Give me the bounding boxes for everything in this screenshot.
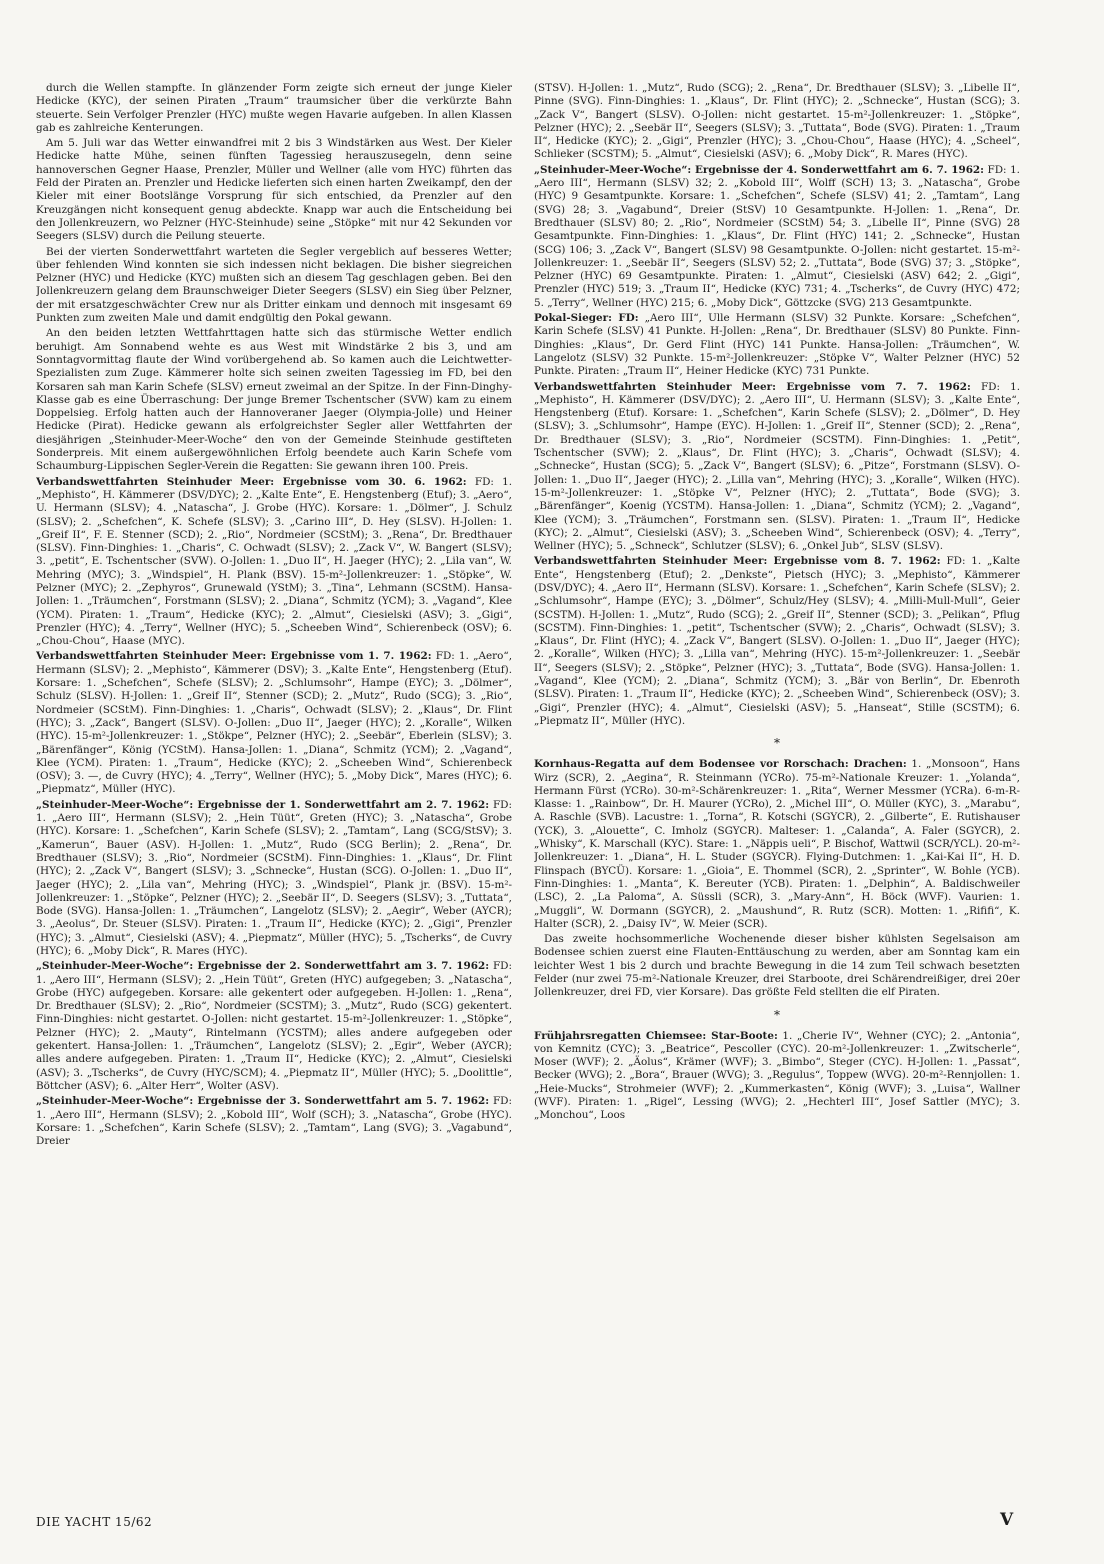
article-paragraph: Am 5. Juli war das Wetter einwandfrei mit 2 bis 3 Windstärken aus West. Der Kieler Hedicke hatte Mühe, seinen fünften Tagessieg herauszusegeln, denn seine hannoverschen Gegner Haase, Prenzler, Müller und Wellner (alle vom HYC) führten das Feld der Piraten an. Prenzler und Hedicke lieferten sich einen harten Zweikampf, den der Kieler mit einer Bootslänge Vorsprung für sich entschied, da Prenzler auf den Kreuzgängen nicht konsequent genug abdeckte. Knapp war auch die Entscheidung bei den Jollenkreuzern, wo Pelzner (HYC-Steinhude) seine „Stöpke“ mit nur 42 Sekunden vor Seegers (SLSV) durch die Peilung steuerte. xyxy=(36,137,512,243)
results-text: FD: 1. „Kalte Ente“, Hengstenberg (Etuf); 2. „Denkste“, Pietsch (HYC); 3. „Mephisto“, Kämmerer (DSV/DYC); 4. „Aero II“, Hermann (SLSV). Korsare: 1. „Schefchen“, Karin Schefe (SLSV); 2. „Schlumsohr“, Hampe (EYC); 3. „Dölmer“, Schulz/Hey (SLSV); 4. „Milli-Mull-Mull“, Geier (SCSTM). H-Jollen: 1. „Mutz“, Rudo (SCG); 2. „Greif II“, Stenner (SCD); 3. „Pelikan“, Pflug (SCSTM). Finn-Dinghies: 1. „petit“, Tschentscher (SVW); 2. „Charis“, Ochwadt (SLSV); 3. „Klaus“, Dr. Flint (HYC); 4. „Zack V“, Bangert (SLSV). O-Jollen: 1. „Duo II“, Jaeger (HYC); 2. „Koralle“, Wilken (HYC); 3. „Lilla van“, Mehring (HYC). 15-m²-Jollenkreuzer: 1. „Seebär II“, Seegers (SLSV); 2. „Stöpke“, Pelzner (HYC); 3. „Tuttata“, Bode (SVG). Hansa-Jollen: 1. „Vagand“, Klee (YCM); 2. „Diana“, Schmitz (YCM); 3. „Bär von Berlin“, Dr. Ebenroth (SLSV). Piraten: 1. „Traum II“, Hedicke (KYC); 2. „Scheeben Wind“, Schierenbeck (OSV); 3. „Gigi“, Prenzler (HYC); 4. „Almut“, Ciesielski (ASV); 5. „Hanseat“, Stille (SCSTM); 6. „Piepmatz II“, Müller (HYC). xyxy=(534,555,1020,727)
results-heading: Kornhaus-Regatta auf dem Bodensee vor Rorschach: Drachen: xyxy=(534,758,907,771)
results-heading: Verbandswettfahrten Steinhuder Meer: Ergebnisse vom 30. 6. 1962: xyxy=(36,475,467,488)
results-heading: „Steinhuder-Meer-Woche“: Ergebnisse der 2. Sonderwettfahrt am 3. 7. 1962: xyxy=(36,960,490,973)
results-heading: „Steinhuder-Meer-Woche“: Ergebnisse der 1. Sonderwettfahrt am 2. 7. 1962: xyxy=(36,798,490,811)
results-heading: „Steinhuder-Meer-Woche“: Ergebnisse der 4. Sonderwettfahrt am 6. 7. 1962: xyxy=(534,163,984,176)
results-text: 1. „Cherie IV“, Wehner (CYC); 2. „Antonia“, von Kemnitz (CYC); 3. „Beatrice“, Pescoller (CYC). 20-m²-Jollenkreuzer: 1. „Zwitscherle“, Moser (WVF); 2. „Äolus“, Krämer (WVF); 3. „Bimbo“, Steger (CYC). H-Jollen: 1. „Passat“, Becker (WVG); 2. „Bora“, Brauer (WVG); 3. „Regulus“, Toppew (WVG). 20-m²-Rennjollen: 1. „Heie-Mucks“, Strohmeier (WVF); 2. „Kummerkasten“, König (WVF); 3. „Luisa“, Wallner (WVF). Piraten: 1. „Rigel“, Lessing (WVG); 2. „Hechterl III“, Josef Sattler (MYC); 3. „Monchou“, Loos xyxy=(534,1029,1020,1122)
results-heading: Frühjahrsregatten Chiemsee: Star-Boote: xyxy=(534,1029,778,1042)
results-block xyxy=(534,164,1020,310)
article-paragraph: Das zweite hochsommerliche Wochenende dieser bisher kühlsten Segelsaison am Bodensee schien zuerst eine Flauten-Enttäuschung zu werden, aber am Sonntag kam ein leichter West 1 bis 2 durch und brachte Bewegung in die 14 zum Teil schwach besetzten Felder (nur zwei 75-m²-Nationale Kreuzer, drei Starboote, drei Schärendreißiger, drei 20er Jollenkreuzer, drei FD, vier Korsare). Das größte Feld stellten die elf Piraten. xyxy=(534,933,1020,999)
results-block xyxy=(36,650,512,796)
results-block xyxy=(36,799,512,959)
results-block xyxy=(534,555,1020,728)
right-column xyxy=(534,82,1020,1502)
article-paragraph: durch die Wellen stampfte. In glänzender Form zeigte sich erneut der junge Kieler Hedicke (KYC), der seinen Piraten „Traum“ traumsicher über die verkürzte Bahn steuerte. Sein Verfolger Prenzler (HYC) mußte wegen Havarie aufgeben. In allen Klassen gab es zahlreiche Kenterungen. xyxy=(36,82,512,134)
results-block xyxy=(534,82,1020,162)
results-heading: Verbandswettfahrten Steinhuder Meer: Ergebnisse vom 1. 7. 1962: xyxy=(36,650,432,663)
results-heading: Verbandswettfahrten Steinhuder Meer: Ergebnisse vom 8. 7. 1962: xyxy=(534,555,941,568)
left-column xyxy=(36,82,512,1502)
section-separator: * xyxy=(774,736,780,751)
article-paragraph: An den beiden letzten Wettfahrttagen hatte sich das stürmische Wetter endlich beruhigt. Am Sonnabend wehte es aus West mit Windstärke 2 bis 3, und am Sonntagvormittag flaute der Wind vorübergehend ab. So kamen auch die Leichtwetter-Spezialisten zum Zuge. Kämmerer holte sich seinen zweiten Tagessieg im FD, bei den Korsaren sah man Karin Schefe (SLSV) erneut zweimal an der Spitze. In der Finn-Dinghy-Klasse gab es eine Überraschung: Der junge Bremer Tschentscher (SVW) kam zu einem Doppelsieg. Erfolg hatten auch der Hannoveraner Jaeger (Olympia-Jolle) und Heiner Hedicke (Pirat). Hedicke gewann als erfolgreichster Segler aller Wettfahrten der diesjährigen „Steinhuder-Meer-Woche“ den von der Gemeinde Steinhude gestifteten Sonderpreis. Mit einem außergewöhnlichen Erfolg beendete auch Karin Schefe vom Schaumburg-Lippischen Segler-Verein die Regatten: Sie gewann ihren 100. Preis. xyxy=(36,327,512,473)
results-block xyxy=(534,312,1020,378)
results-heading: „Steinhuder-Meer-Woche“: Ergebnisse der 3. Sonderwettfahrt am 5. 7. 1962: xyxy=(36,1095,490,1108)
magazine-footer: DIE YACHT 15/62 xyxy=(36,1515,153,1529)
results-block xyxy=(36,1095,512,1148)
results-block xyxy=(36,960,512,1093)
results-text: FD: 1. „Aero“, Hermann (SLSV); 2. „Mephisto“, Kämmerer (DSV); 3. „Kalte Ente“, Hengstenberg (Etuf). Korsare: 1. „Schefchen“, Schefe (SLSV); 2. „Schlumsohr“, Hampe (EYC); 3. „Dölmer“, Schulz (SLSV). H-Jollen: 1. „Greif II“, Stenner (SCD); 2. „Mutz“, Rudo (SCG); 3. „Rio“, Nordmeier (SCStM). Finn-Dinghies: 1. „Charis“, Ochwadt (SLSV); 2. „Klaus“, Dr. Flint (HYC); 3. „Zack“, Bangert (SLSV). O-Jollen: „Duo II“, Jaeger (HYC); 2. „Koralle“, Wilken (HYC). 15-m²-Jollenkreuzer: 1. „Stökpe“, Pelzner (HYC); 2. „Seebär“, Eberlein (SLSV); 3. „Bärenfänger“, König (YCStM). Hansa-Jollen: 1. „Diana“, Schmitz (YCM); 2. „Vagand“, Klee (YCM). Piraten: 1. „Traum“, Hedicke (KYC); 2. „Scheeben Wind“, Schierenbeck (OSV); 3. —, de Cuvry (HYC); 4. „Terry“, Wellner (HYC); 5. „Moby Dick“, Mares (HYC); 6. „Piepmatz“, Müller (HYC). xyxy=(36,650,512,796)
results-block xyxy=(534,758,1020,931)
results-block xyxy=(534,381,1020,554)
results-text: (STSV). H-Jollen: 1. „Mutz“, Rudo (SCG); 2. „Rena“, Dr. Bredthauer (SLSV); 3. „Libelle II“, Pinne (SVG). Finn-Dinghies: 1. „Klaus“, Dr. Flint (HYC); 2. „Schnecke“, Hustan (SCG); 3. „Zack V“, Bangert (SLSV). O-Jollen: nicht gestartet. 15-m²-Jollenkreuzer: 1. „Stöpke“, Pelzner (HYC); 2. „Seebär II“, Seegers (SLSV); 3. „Tuttata“, Bode (SVG). Piraten: 1. „Traum II“, Hedicke (KYC); 2. „Gigi“, Prenzler (HYC); 3. „Chou-Chou“, Haase (HYC); 4. „Scheel“, Schlieker (SCSTM); 5. „Almut“, Ciesielski (ASV); 6. „Moby Dick“, R. Mares (HYC). xyxy=(534,82,1020,161)
results-block xyxy=(36,476,512,649)
results-text: FD: 1. „Mephisto“, H. Kämmerer (DSV/DYC); 2. „Kalte Ente“, E. Hengstenberg (Etuf); 3. „Aero“, U. Hermann (SLSV); 4. „Natascha“, J. Grobe (HYC). Korsare: 1. „Dölmer“, J. Schulz (SLSV); 2. „Schefchen“, K. Schefe (SLSV); 3. „Carino III“, D. Hey (SLSV). H-Jollen: 1. „Greif II“, F. E. Stenner (SCD); 2. „Rio“, Nordmeier (SCStM); 3. „Rena“, Dr. Bredthauer (SLSV). Finn-Dinghies: 1. „Charis“, C. Ochwadt (SLSV); 2. „Zack V“, W. Bangert (SLSV); 3. „petit“, E. Tschentscher (SVW). O-Jollen: 1. „Duo II“, H. Jaeger (HYC); 2. „Lila van“, W. Mehring (MYC); 3. „Windspiel“, H. Plank (BSV). 15-m²-Jollenkreuzer: 1. „Stöpke“, W. Pelzner (MYC); 2. „Zephyros“, Grunewald (YStM); 3. „Tina“, Lehmann (SCStM). Hansa-Jollen: 1. „Träumchen“, Forstmann (SLSV); 2. „Diana“, Schmitz (YCM); 3. „Vagand“, Klee (YCM). Piraten: 1. „Traum“, Hedicke (KYC); 2. „Almut“, Ciesielski (ASV); 3. „Gigi“, Prenzler (HYC); 4. „Terry“, Wellner (HYC); 5. „Scheeben Wind“, Schierenbeck (OSV); 6. „Chou-Chou“, Haase (MYC). xyxy=(36,475,512,648)
results-text: 1. „Monsoon“, Hans Wirz (SCR), 2. „Aegina“, R. Steinmann (YCRo). 75-m²-Nationale Kreuzer: 1. „Yolanda“, Hermann Fürst (YCRo). 30-m²-Schärenkreuzer: 1. „Rita“, Werner Messmer (YCRa). 6-m-R-Klasse: 1. „Rainbow“, Dr. H. Maurer (YCRo), 2. „Michel III“, O. Müller (KYC), 3. „Marabu“, A. Raschle (SVB). Lacustre: 1. „Torna“, R. Kotschi (SGYCR), 2. „Gilberte“, E. Rutishauser (YCK), 3. „Alouette“, C. Imholz (SGYCR). Malteser: 1. „Calanda“, A. Faler (SGYCR), 2. „Whisky“, K. Marschall (KYC). Stare: 1. „Näppis ueli“, P. Bischof, Wattwil (SCR/YCL). 20-m²-Jollenkreuzer: 1. „Diana“, H. L. Studer (SGYCR). Flying-Dutchmen: 1. „Kai-Kai II“, H. D. Flinspach (BYCÜ). Korsare: 1. „Gioia“, E. Thommel (SCR), 2. „Sprinter“, W. Bohle (YCB). Finn-Dinghies: 1. „Manta“, K. Bereuter (YCB). Piraten: 1. „Delphin“, A. Baldischweiler (LSC), 2. „La Paloma“, A. Süssli (SCR), 3. „Mary-Ann“, H. Böck (WVF). Vaurien: 1. „Muggli“, W. Dormann (SGYCR), 2. „Maushund“, R. Rutz (SCR). Motten: 1. „Rififi“, K. Halter (SCR), 2. „Daisy IV“, W. Meier (SCR). xyxy=(534,758,1020,930)
section-separator: * xyxy=(774,1007,780,1022)
results-text: „Aero III“, Ulle Hermann (SLSV) 32 Punkte. Korsare: „Schefchen“, Karin Schefe (SLSV) 41 Punkte. H-Jollen: „Rena“, Dr. Bredthauer (SLSV) 80 Punkte. Finn-Dinghies: „Klaus“, Dr. Gerd Flint (HYC) 141 Punkte. Hansa-Jollen: „Träumchen“, W. Langelotz (SLSV) 32 Punkte. 15-m²-Jollenkreuzer: „Stöpke V“, Walter Pelzner (HYC) 52 Punkte. Piraten: „Traum II“, Heiner Hedicke (KYC) 731 Punkte. xyxy=(534,312,1020,378)
results-text: FD: 1. „Aero III“, Hermann (SLSV) 32; 2. „Kobold III“, Wolff (SCH) 13; 3. „Natascha“, Grobe (HYC) 9 Gesamtpunkte. Korsare: 1. „Schefchen“, Schefe (SLSV) 41; 2. „Tamtam“, Lang (SVG) 28; 3. „Vagabund“, Dreier (StSV) 10 Gesamtpunkte. H-Jollen: 1. „Rena“, Dr. Bredthauer (SLSV) 80; 2. „Rio“, Nordmeier (SCStM) 54; 3. „Libelle II“, Pinne (SVG) 28 Gesamtpunkte. Finn-Dinghies: 1. „Klaus“, Dr. Flint (HYC) 141; 2. „Schnecke“, Hustan (SCG) 106; 3. „Zack V“, Bangert (SLSV) 98 Gesamtpunkte. O-Jollen: nicht gestartet. 15-m²-Jollenkreuzer: 1. „Seebär II“, Seegers (SLSV) 52; 2. „Tuttata“, Bode (SVG) 37; 3. „Stöpke“, Pelzner (HYC) 69 Gesamtpunkte. Piraten: 1. „Almut“, Ciesielski (ASV) 642; 2. „Gigi“, Prenzler (HYC) 519; 3. „Traum II“, Hedicke (KYC) 731; 4. „Tscherks“, de Cuvry (HYC) 472; 5. „Terry“, Wellner (HYC) 215; 6. „Moby Dick“, Göttzcke (SVG) 213 Gesamtpunkte. xyxy=(534,163,1020,309)
results-text: FD: 1. „Aero III“, Hermann (SLSV); 2. „Hein Tüüt“, Greten (HYC) aufgegeben; 3. „Natascha“, Grobe (HYC) aufgegeben. Korsare: alle gekentert oder aufgegeben. H-Jollen: 1. „Rena“, Dr. Bredthauer (SLSV); 2. „Rio“, Nordmeier (SCSTM); 3. „Mutz“, Rudo (SCG) gekentert. Finn-Dinghies: nicht gestartet. O-Jollen: nicht gestartet. 15-m²-Jollenkreuzer: 1. „Stöpke“, Pelzner (HYC); 2. „Mauty“, Rintelmann (YCSTM); alles andere aufgegeben oder gekentert. Hansa-Jollen: 1. „Träumchen“, Langelotz (SLSV); 2. „Egir“, Weber (AYCR); alles andere aufgegeben. Piraten: 1. „Traum II“, Hedicke (KYC); 2. „Almut“, Ciesielski (ASV); 3. „Tscherks“, de Cuvry (HYC/SCM); 4. „Piepmatz II“, Müller (HYC); 5. „Doolittle“, Böttcher (ASV); 6. „Alter Herr“, Wolter (ASV). xyxy=(36,960,512,1092)
results-text: FD: 1. „Aero III“, Hermann (SLSV); 2. „Kobold III“, Wolf (SCH); 3. „Natascha“, Grobe (HYC). Korsare: 1. „Schefchen“, Karin Schefe (SLSV); 2. „Tamtam“, Lang (SVG); 3. „Vagabund“, Dreier xyxy=(36,1095,512,1148)
results-heading: Pokal-Sieger: FD: xyxy=(534,312,639,325)
results-text: FD: 1. „Aero III“, Hermann (SLSV); 2. „Hein Tüüt“, Greten (HYC); 3. „Natascha“, Grobe (HYC). Korsare: 1. „Schefchen“, Karin Schefe (SLSV); 2. „Tamtam“, Lang (SCG/StSV); 3. „Kamerun“, Bauer (ASV). H-Jollen: 1. „Mutz“, Rudo (SCG Berlin); 2. „Rena“, Dr. Bredthauer (SLSV); 3. „Rio“, Nordmeier (SCStM). Finn-Dinghies: 1. „Klaus“, Dr. Flint (HYC); 2. „Zack V“, Bangert (SLSV); 3. „Schnecke“, Hustan (SCG). O-Jollen: 1. „Duo II“, Jaeger (HYC); 2. „Lila van“, Mehring (HYC); 3. „Windspiel“, Plank jr. (BSV). 15-m²-Jollenkreuzer: 1. „Stöpke“, Pelzner (HYC); 2. „Seebär II“, D. Seegers (SLSV); 3. „Tuttata“, Bode (SVG). Hansa-Jollen: 1. „Träumchen“, Langelotz (SLSV); 2. „Aegir“, Weber (AYCR); 3. „Aeolus“, Dr. Steuer (SLSV). Piraten: 1. „Traum II“, Hedicke (KYC); 2. „Gigi“, Prenzler (HYC); 3. „Almut“, Ciesielski (ASV); 4. „Piepmatz“, Müller (HYC); 5. „Tscherks“, de Cuvry (HYC); 6. „Moby Dick“, R. Mares (HYC). xyxy=(36,798,512,957)
page-numeral: V xyxy=(1000,1510,1014,1530)
results-text: FD: 1. „Mephisto“, H. Kämmerer (DSV/DYC); 2. „Aero III“, U. Hermann (SLSV); 3. „Kalte Ente“, Hengstenberg (Etuf). Korsare: 1. „Schefchen“, Karin Schefe (SLSV); 2. „Dölmer“, D. Hey (SLSV); 3. „Schlumsohr“, Hampe (EYC). H-Jollen: 1. „Greif II“, Stenner (SCD); 2. „Rena“, Dr. Bredthauer (SLSV); 3. „Rio“, Nordmeier (SCSTM). Finn-Dinghies: 1. „Petit“, Tschentscher (SVW); 2. „Klaus“, Dr. Flint (HYC); 3. „Charis“, Ochwadt (SLSV); 4. „Schnecke“, Hustan (SCG); 5. „Zack V“, Bangert (SLSV); 6. „Pitze“, Forstmann (SLSV). O-Jollen: 1. „Duo II“, Jaeger (HYC); 2. „Lilla van“, Mehring (HYC); 3. „Koralle“, Wilken (HYC). 15-m²-Jollenkreuzer: 1. „Stöpke V“, Pelzner (HYC); 2. „Tuttata“, Bode (SVG); 3. „Bärenfänger“, Koenig (YCSTM). Hansa-Jollen: 1. „Diana“, Schmitz (YCM); 2. „Vagand“, Klee (YCM); 3. „Träumchen“, Forstmann sen. (SLSV). Piraten: 1. „Traum II“, Hedicke (KYC); 2. „Almut“, Ciesielski (ASV); 3. „Scheeben Wind“, Schierenbeck (OSV); 4. „Terry“, Wellner (HYC); 5. „Schneck“, Schlutzer (SLSV); 6. „Onkel Jub“, SLSV (SLSV). xyxy=(534,380,1020,553)
article-paragraph: Bei der vierten Sonderwettfahrt warteten die Segler vergeblich auf besseres Wetter; über fehlenden Wind konnten sie sich indessen nicht beklagen. Die bisher siegreichen Pelzner (HYC) und Hedicke (KYC) mußten sich an diesem Tag geschlagen geben. Bei den Jollenkreuzern gelang dem Braunschweiger Dieter Seegers (SLSV) ein Sieg über Pelzner, der mit ersatzgeschwächter Crew nur als Dritter einkam und dennoch mit insgesamt 69 Punkten zum zweiten Male und damit endgültig den Pokal gewann. xyxy=(36,245,512,325)
results-heading: Verbandswettfahrten Steinhuder Meer: Ergebnisse vom 7. 7. 1962: xyxy=(534,380,971,393)
results-block xyxy=(534,1030,1020,1123)
